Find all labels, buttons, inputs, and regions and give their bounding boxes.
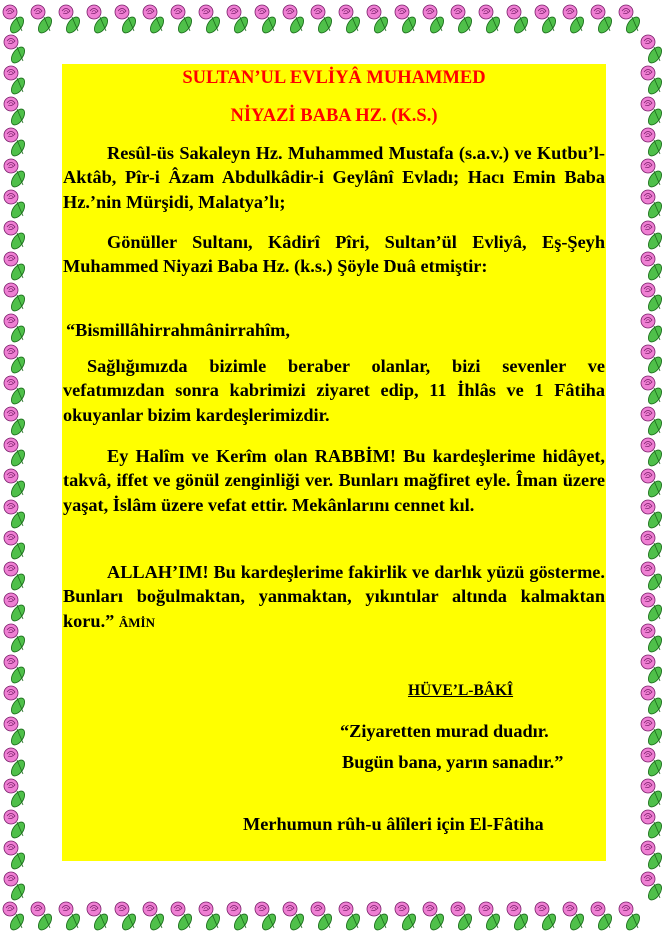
rose-with-leaf-icon xyxy=(507,5,530,35)
rose-with-leaf-icon xyxy=(4,655,27,685)
rose-with-leaf-icon xyxy=(641,624,664,654)
rose-with-leaf-icon xyxy=(311,5,334,35)
rose-with-leaf-icon xyxy=(641,872,664,902)
rose-with-leaf-icon xyxy=(171,5,194,35)
rose-with-leaf-icon xyxy=(395,5,418,35)
rose-with-leaf-icon xyxy=(4,407,27,437)
rose-with-leaf-icon xyxy=(4,841,27,871)
rose-with-leaf-icon xyxy=(641,748,664,778)
rose-with-leaf-icon xyxy=(619,902,642,931)
rose-with-leaf-icon xyxy=(4,686,27,716)
paragraph-protection-text: ALLAH’IM! Bu kardeşlerime fakirlik ve darlık yüzü gösterme. Bunları boğulmaktan, yanmaktan, yıkıntılar altında kalmaktan koru.” xyxy=(63,562,605,631)
rose-with-leaf-icon xyxy=(4,531,27,561)
rose-with-leaf-icon xyxy=(641,66,664,96)
rose-with-leaf-icon xyxy=(641,469,664,499)
paragraph-lineage-text: Resûl-üs Sakaleyn Hz. Muhammed Mustafa (s.a.v.) ve Kutbu’l-Aktâb, Pîr-i Âzam Abdulkâdir-i Geylânî Evladı; Hacı Emin Baba Hz.’nin Mürşidi, Malatya’lı; xyxy=(63,143,605,212)
amin-text: ÂMİN xyxy=(118,614,155,630)
rose-with-leaf-icon xyxy=(3,902,26,931)
huve-heading: HÜVE’L-BÂKÎ xyxy=(408,682,514,699)
rose-with-leaf-icon xyxy=(87,5,110,35)
rose-with-leaf-icon xyxy=(4,159,27,189)
rose-with-leaf-icon xyxy=(115,5,138,35)
rose-with-leaf-icon xyxy=(4,35,27,65)
rose-with-leaf-icon xyxy=(641,190,664,220)
rose-with-leaf-icon xyxy=(339,5,362,35)
rose-with-leaf-icon xyxy=(563,5,586,35)
rose-with-leaf-icon xyxy=(4,872,27,902)
rose-with-leaf-icon xyxy=(255,5,278,35)
rose-with-leaf-icon xyxy=(4,283,27,313)
rose-with-leaf-icon xyxy=(4,221,27,251)
rose-with-leaf-icon xyxy=(4,97,27,127)
rose-with-leaf-icon xyxy=(255,902,278,931)
rose-with-leaf-icon xyxy=(535,5,558,35)
rose-with-leaf-icon xyxy=(283,5,306,35)
rose-with-leaf-icon xyxy=(641,779,664,809)
rose-with-leaf-icon xyxy=(423,5,446,35)
rose-with-leaf-icon xyxy=(31,902,54,931)
rose-with-leaf-icon xyxy=(199,902,222,931)
rose-with-leaf-icon xyxy=(641,655,664,685)
rose-with-leaf-icon xyxy=(4,469,27,499)
rose-with-leaf-icon xyxy=(641,283,664,313)
paragraph-dua xyxy=(63,444,605,517)
rose-with-leaf-icon xyxy=(4,717,27,747)
rose-with-leaf-icon xyxy=(641,593,664,623)
rose-with-leaf-icon xyxy=(641,562,664,592)
rose-with-leaf-icon xyxy=(143,5,166,35)
rose-with-leaf-icon xyxy=(115,902,138,931)
rose-with-leaf-icon xyxy=(4,748,27,778)
rose-with-leaf-icon xyxy=(641,717,664,747)
rose-with-leaf-icon xyxy=(4,190,27,220)
rose-with-leaf-icon xyxy=(479,5,502,35)
rose-with-leaf-icon xyxy=(59,902,82,931)
rose-with-leaf-icon xyxy=(4,500,27,530)
rose-with-leaf-icon xyxy=(591,5,614,35)
paragraph-lineage xyxy=(63,141,605,214)
quote-line-1: “Ziyaretten murad duadır. xyxy=(340,721,549,741)
rose-with-leaf-icon xyxy=(641,500,664,530)
rose-with-leaf-icon xyxy=(641,531,664,561)
rose-with-leaf-icon xyxy=(171,902,194,931)
rose-with-leaf-icon xyxy=(641,407,664,437)
rose-with-leaf-icon xyxy=(311,902,334,931)
title-line-2: NİYAZİ BABA HZ. (K.S.) xyxy=(230,106,438,126)
rose-with-leaf-icon xyxy=(227,5,250,35)
paragraph-intro xyxy=(63,230,605,279)
rose-with-leaf-icon xyxy=(4,779,27,809)
rose-with-leaf-icon xyxy=(199,5,222,35)
rose-with-leaf-icon xyxy=(641,252,664,282)
rose-with-leaf-icon xyxy=(31,5,54,35)
rose-with-leaf-icon xyxy=(4,810,27,840)
rose-with-leaf-icon xyxy=(641,686,664,716)
rose-with-leaf-icon xyxy=(451,902,474,931)
rose-with-leaf-icon xyxy=(641,221,664,251)
rose-with-leaf-icon xyxy=(451,5,474,35)
rose-with-leaf-icon xyxy=(641,810,664,840)
paragraph-brothers-text: Sağlığımızda bizimle beraber olanlar, bizi sevenler ve vefatımızdan sonra kabrimizi ziyaret edip, 11 İhlâs ve 1 Fâtiha okuyanlar bizim kardeşlerimizdir. xyxy=(63,356,605,425)
rose-with-leaf-icon xyxy=(4,376,27,406)
paragraph-basmala: “Bismillâhirrahmânirrahîm, xyxy=(66,320,290,340)
rose-with-leaf-icon xyxy=(4,252,27,282)
rose-with-leaf-icon xyxy=(339,902,362,931)
rose-with-leaf-icon xyxy=(4,128,27,158)
rose-with-leaf-icon xyxy=(535,902,558,931)
rose-with-leaf-icon xyxy=(619,5,642,35)
rose-with-leaf-icon xyxy=(641,128,664,158)
rose-with-leaf-icon xyxy=(641,35,664,65)
rose-with-leaf-icon xyxy=(641,841,664,871)
rose-with-leaf-icon xyxy=(143,902,166,931)
rose-with-leaf-icon xyxy=(4,314,27,344)
paragraph-dua-text: Ey Halîm ve Kerîm olan RABBİM! Bu kardeşlerime hidâyet, takvâ, iffet ve gönül zenginliği ver. Bunları mağfiret eyle. Îman üzere yaşat, İslâm üzere vefat ettir. Mekânlarını cennet kıl. xyxy=(63,446,605,515)
fatiha-line: Merhumun rûh-u âlîleri için El-Fâtiha xyxy=(243,814,544,834)
paragraph-brothers xyxy=(63,354,605,427)
rose-with-leaf-icon xyxy=(395,902,418,931)
rose-with-leaf-icon xyxy=(87,902,110,931)
rose-with-leaf-icon xyxy=(4,562,27,592)
rose-with-leaf-icon xyxy=(283,902,306,931)
rose-with-leaf-icon xyxy=(227,902,250,931)
rose-with-leaf-icon xyxy=(591,902,614,931)
quote-line-2: Bugün bana, yarın sanadır.” xyxy=(342,752,564,772)
title-line-1: SULTAN’UL EVLİYÂ MUHAMMED xyxy=(182,68,486,88)
rose-with-leaf-icon xyxy=(507,902,530,931)
rose-with-leaf-icon xyxy=(367,5,390,35)
rose-with-leaf-icon xyxy=(563,902,586,931)
rose-with-leaf-icon xyxy=(641,345,664,375)
rose-with-leaf-icon xyxy=(4,345,27,375)
rose-with-leaf-icon xyxy=(641,438,664,468)
rose-with-leaf-icon xyxy=(4,593,27,623)
rose-with-leaf-icon xyxy=(641,159,664,189)
rose-with-leaf-icon xyxy=(4,624,27,654)
rose-with-leaf-icon xyxy=(59,5,82,35)
rose-with-leaf-icon xyxy=(479,902,502,931)
rose-with-leaf-icon xyxy=(423,902,446,931)
rose-with-leaf-icon xyxy=(641,376,664,406)
rose-with-leaf-icon xyxy=(641,97,664,127)
rose-with-leaf-icon xyxy=(3,5,26,35)
rose-with-leaf-icon xyxy=(641,314,664,344)
rose-with-leaf-icon xyxy=(367,902,390,931)
paragraph-intro-text: Gönüller Sultanı, Kâdirî Pîri, Sultan’ül Evliyâ, Eş-Şeyh Muhammed Niyazi Baba Hz. (k.s.) Şöyle Duâ etmiştir: xyxy=(63,232,605,277)
rose-with-leaf-icon xyxy=(4,66,27,96)
prayer-panel xyxy=(62,64,606,861)
rose-with-leaf-icon xyxy=(4,438,27,468)
paragraph-protection xyxy=(63,560,605,635)
